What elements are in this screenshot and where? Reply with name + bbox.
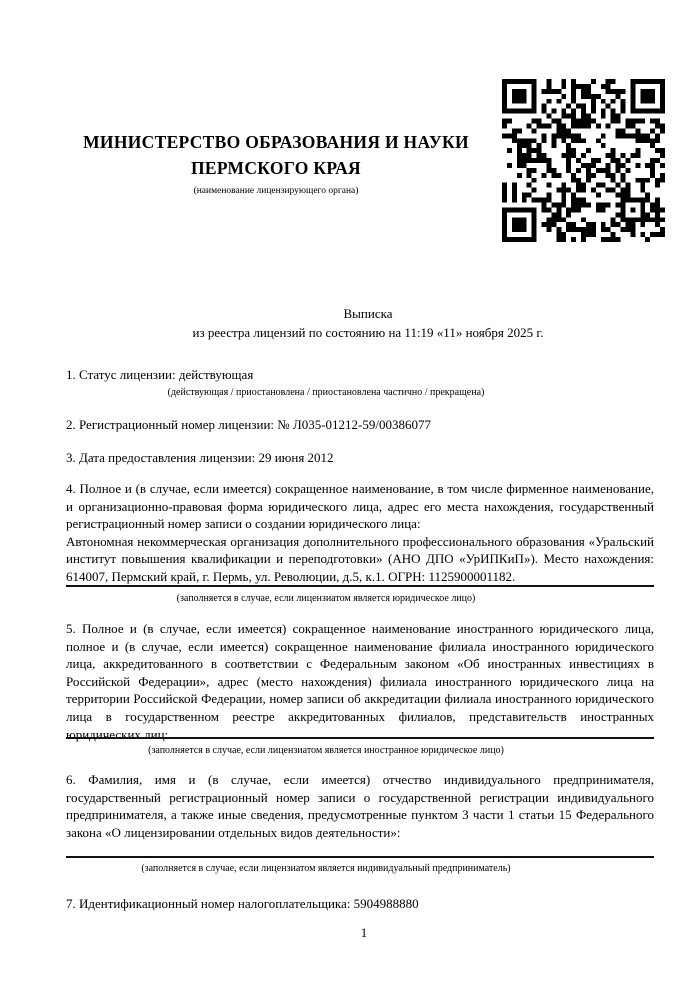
item-4-answer: Автономная некоммерческая организация дополнительного профессионального образования «Уральский институт повышения квалификации и переподготовки» (АНО ДПО «УрИПКиП»). Место нахождения: 614007, Пермский край, г. Пермь, ул. Революции, д.5, к.1. ОГРН: 1125900001182. bbox=[66, 533, 654, 584]
item-7-taxpayer-id: 7. Идентификационный номер налогоплательщика: 5904988880 bbox=[66, 896, 419, 911]
item-3-grant-date: 3. Дата предоставления лицензии: 29 июня 2012 bbox=[66, 450, 334, 465]
page-number: 1 bbox=[360, 925, 368, 940]
ministry-name-line1: МИНИСТЕРСТВО ОБРАЗОВАНИЯ И НАУКИ bbox=[83, 132, 469, 152]
item-1-caption: (действующая / приостановлена / приостановлена частично / прекращена) bbox=[167, 387, 485, 398]
item-2-registration-number: 2. Регистрационный номер лицензии: № Л035-01212-59/00386077 bbox=[66, 417, 432, 432]
item-4-fill-line bbox=[66, 585, 654, 587]
document-title bbox=[66, 304, 670, 342]
item-6-fill-line bbox=[66, 856, 654, 858]
item-4-question: 4. Полное и (в случае, если имеется) сокращенное наименование, в том числе фирменное наименование, и организационно-правовая форма юридического лица, адрес его места нахождения, государственный регистрационный номер записи о создании юридического лица: bbox=[66, 481, 654, 532]
document-title-line1: Выписка bbox=[343, 306, 393, 321]
licensing-authority-header bbox=[64, 129, 488, 197]
item-6-individual-entrepreneur: 6. Фамилия, имя и (в случае, если имеется) отчество индивидуального предпринимателя, государственный регистрационный номер записи о государственной регистрации индивидуального предпринимателя, а также иные сведения, предусмотренные пунктом 3 части 1 статьи 15 Федерального закона «О лицензировании отдельных видов деятельности»: bbox=[66, 772, 654, 840]
document-title-line2: из реестра лицензий по состоянию на 11:19 «11» ноября 2025 г. bbox=[192, 325, 544, 340]
ministry-caption: (наименование лицензирующего органа) bbox=[193, 186, 359, 196]
item-1-license-status: 1. Статус лицензии: действующая bbox=[66, 367, 254, 382]
item-6-caption: (заполняется в случае, если лицензиатом является индивидуальный предприниматель) bbox=[141, 863, 511, 874]
item-5-caption: (заполняется в случае, если лицензиатом является иностранное юридическое лицо) bbox=[148, 745, 504, 756]
item-4-legal-entity bbox=[66, 480, 654, 586]
item-4-caption: (заполняется в случае, если лицензиатом является юридическое лицо) bbox=[176, 593, 476, 604]
item-5-fill-line bbox=[66, 737, 654, 739]
ministry-name-line2: ПЕРМСКОГО КРАЯ bbox=[191, 158, 361, 178]
qr-code bbox=[502, 79, 665, 242]
item-5-foreign-entity: 5. Полное и (в случае, если имеется) сокращенное наименование иностранного юридического лица, полное и (в случае, если имеется) сокращенное наименование филиала иностранного юридического лица, аккредитованного в соответствии с Федеральным законом «Об иностранных инвестициях в Российской Федерации», адрес (место нахождения) филиала иностранного юридического лица на территории Российской Федерации, номер записи об аккредитации филиала иностранного юридического лица в государственном реестре аккредитованных филиалов, представительств иностранных юридических лиц: bbox=[66, 621, 654, 742]
